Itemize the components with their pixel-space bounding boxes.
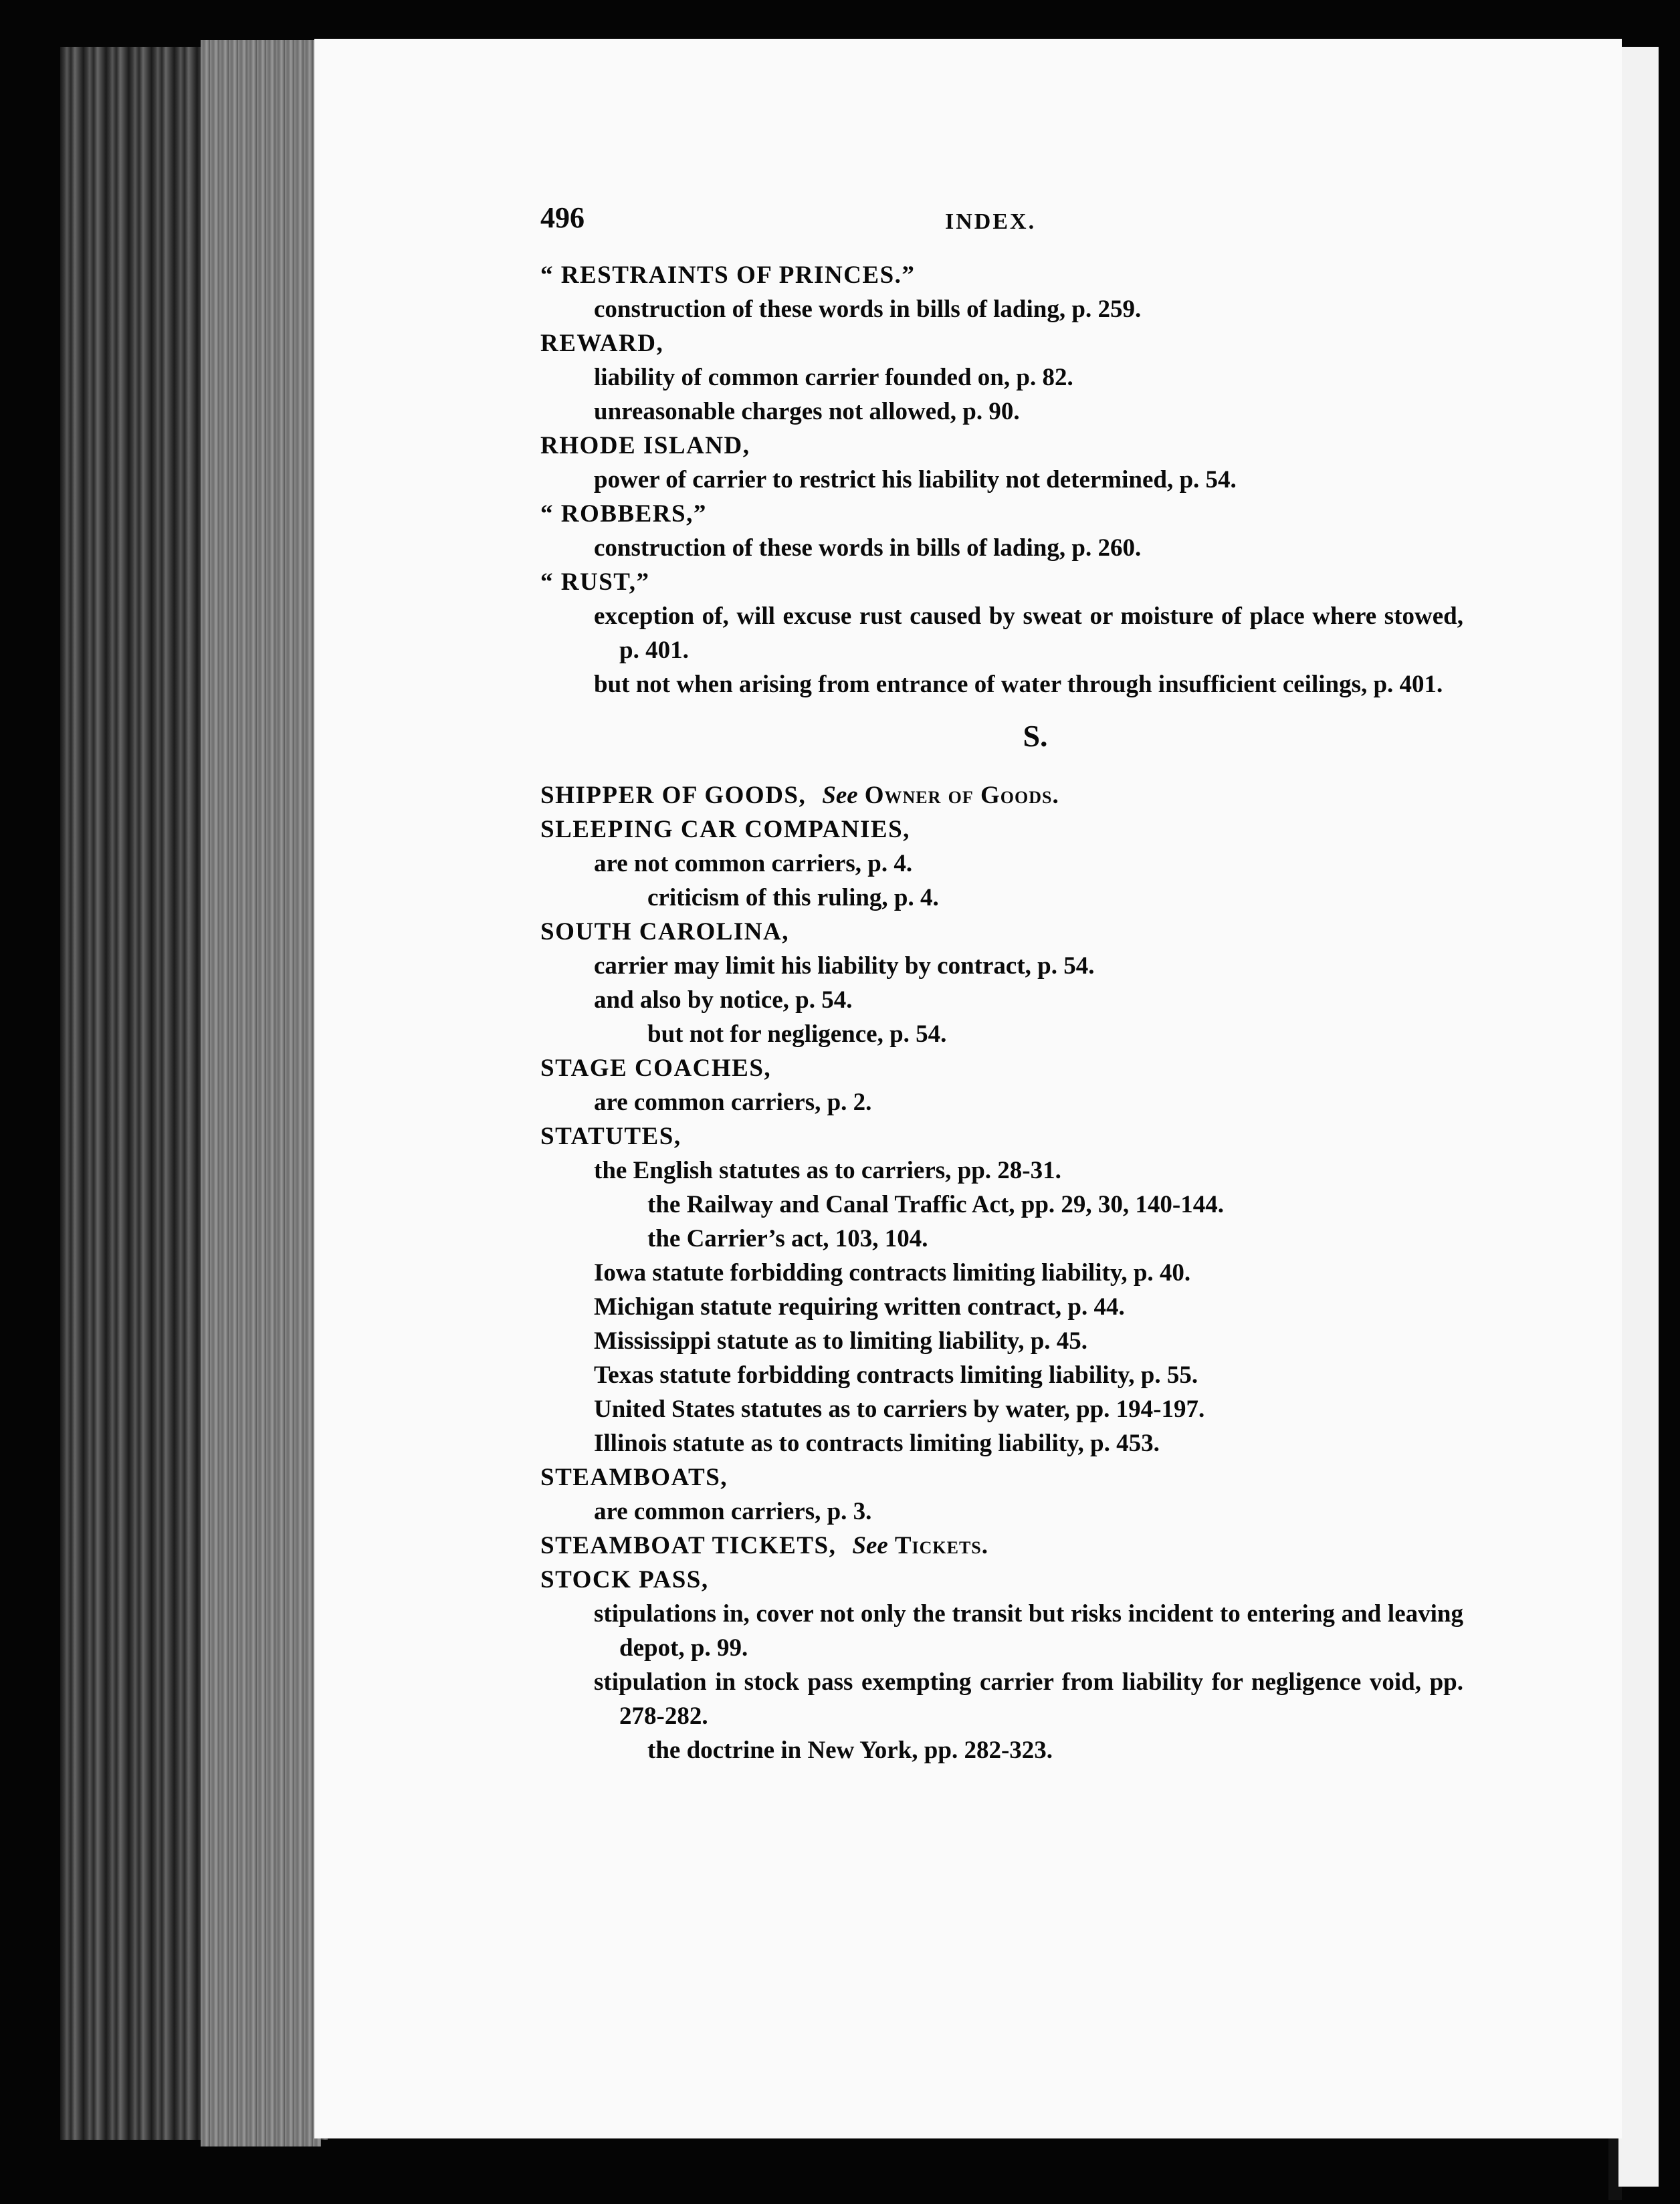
index-entry-reward <box>540 326 1463 429</box>
entry-subentry: power of carrier to restrict his liability not determined, p. 54. <box>594 466 1237 493</box>
entry-subsubentry: but not for negligence, p. 54. <box>647 1020 947 1048</box>
index-entry-rhode-island <box>540 429 1463 497</box>
entry-subsubentry: the doctrine in New York, pp. 282-323. <box>647 1737 1053 1764</box>
running-head <box>540 201 1463 254</box>
entry-heading: SLEEPING CAR COMPANIES, <box>540 816 910 843</box>
index-entry-south-carolina <box>540 915 1463 1051</box>
page-text <box>540 201 1463 1767</box>
index-entry-statutes <box>540 1119 1463 1460</box>
heading-text: SHIPPER OF GOODS, <box>540 782 807 809</box>
index-entry-shipper-of-goods <box>540 778 1463 812</box>
entry-subentry: Illinois statute as to contracts limiting liability, p. 453. <box>594 1430 1160 1457</box>
entry-subentry: but not when arising from entrance of water through insufficient ceilings, p. 401. <box>594 671 1443 698</box>
heading-text: STEAMBOAT TICKETS, <box>540 1532 837 1559</box>
entry-subsubentry: the Railway and Canal Traffic Act, pp. 29, 30, 140-144. <box>647 1191 1224 1218</box>
entry-heading: RHODE ISLAND, <box>540 432 750 459</box>
see-reference: See <box>852 1532 888 1559</box>
running-title: INDEX. <box>945 209 1037 234</box>
entry-heading <box>540 1529 1463 1563</box>
adjacent-page-strip <box>1618 47 1659 2187</box>
cross-reference-target: Owner of Goods. <box>864 782 1059 809</box>
section-letter: S. <box>1023 719 1048 753</box>
index-entry-stage-coaches <box>540 1051 1463 1119</box>
see-reference: See <box>822 782 858 809</box>
entry-subentry: and also by notice, p. 54. <box>594 986 853 1014</box>
entry-heading: “ RUST,” <box>540 568 650 596</box>
index-entry-restraints <box>540 258 1463 326</box>
book-page-edges-light <box>201 40 321 2146</box>
entry-heading: STAGE COACHES, <box>540 1055 772 1082</box>
entry-heading: STOCK PASS, <box>540 1566 709 1593</box>
entry-subentry: liability of common carrier founded on, p. 82. <box>594 364 1073 391</box>
entry-heading <box>540 778 1463 812</box>
index-entry-robbers <box>540 497 1463 565</box>
index-entry-steamboats <box>540 1460 1463 1529</box>
index-entry-steamboat-tickets <box>540 1529 1463 1563</box>
page-number: 496 <box>540 201 585 234</box>
entry-subentry: Mississippi statute as to limiting liability, p. 45. <box>594 1327 1088 1355</box>
entry-subsubentry: criticism of this ruling, p. 4. <box>647 884 939 911</box>
entry-heading: STATUTES, <box>540 1123 681 1150</box>
entry-subentry: are common carriers, p. 3. <box>594 1498 872 1525</box>
entry-subentry: construction of these words in bills of lading, p. 260. <box>594 534 1142 562</box>
entry-subentry: exception of, will excuse rust caused by sweat or moisture of place where stowed, p. 401. <box>594 602 1463 664</box>
entry-subentry: Michigan statute requiring written contract, p. 44. <box>594 1293 1125 1321</box>
entry-subentry: Iowa statute forbidding contracts limiting liability, p. 40. <box>594 1259 1191 1287</box>
entry-subentry: the English statutes as to carriers, pp. 28-31. <box>594 1157 1061 1184</box>
index-entry-rust <box>540 565 1463 701</box>
entry-subentry: Texas statute forbidding contracts limiting liability, p. 55. <box>594 1361 1198 1389</box>
entry-subentry: carrier may limit his liability by contract, p. 54. <box>594 952 1095 980</box>
entry-subentry: are common carriers, p. 2. <box>594 1089 872 1116</box>
entry-subentry: construction of these words in bills of lading, p. 259. <box>594 296 1142 323</box>
entry-heading: SOUTH CAROLINA, <box>540 918 789 946</box>
entry-subentry: stipulations in, cover not only the transit but risks incident to entering and leaving depot, p. 99. <box>594 1600 1463 1662</box>
index-entry-sleeping-car <box>540 812 1463 915</box>
cross-reference-target: Tickets. <box>894 1532 989 1559</box>
entry-subsubentry: the Carrier’s act, 103, 104. <box>647 1225 928 1252</box>
entry-subentry: are not common carriers, p. 4. <box>594 850 913 877</box>
entry-heading: STEAMBOATS, <box>540 1464 728 1491</box>
index-entry-stock-pass <box>540 1563 1463 1767</box>
entry-heading: “ ROBBERS,” <box>540 500 707 528</box>
entry-heading: REWARD, <box>540 330 664 357</box>
entry-subentry: United States statutes as to carriers by water, pp. 194-197. <box>594 1396 1205 1423</box>
entry-heading: “ RESTRAINTS OF PRINCES.” <box>540 261 916 289</box>
entry-subentry: stipulation in stock pass exempting carrier from liability for negligence void, pp. 278-282. <box>594 1668 1463 1730</box>
entry-subentry: unreasonable charges not allowed, p. 90. <box>594 398 1020 425</box>
